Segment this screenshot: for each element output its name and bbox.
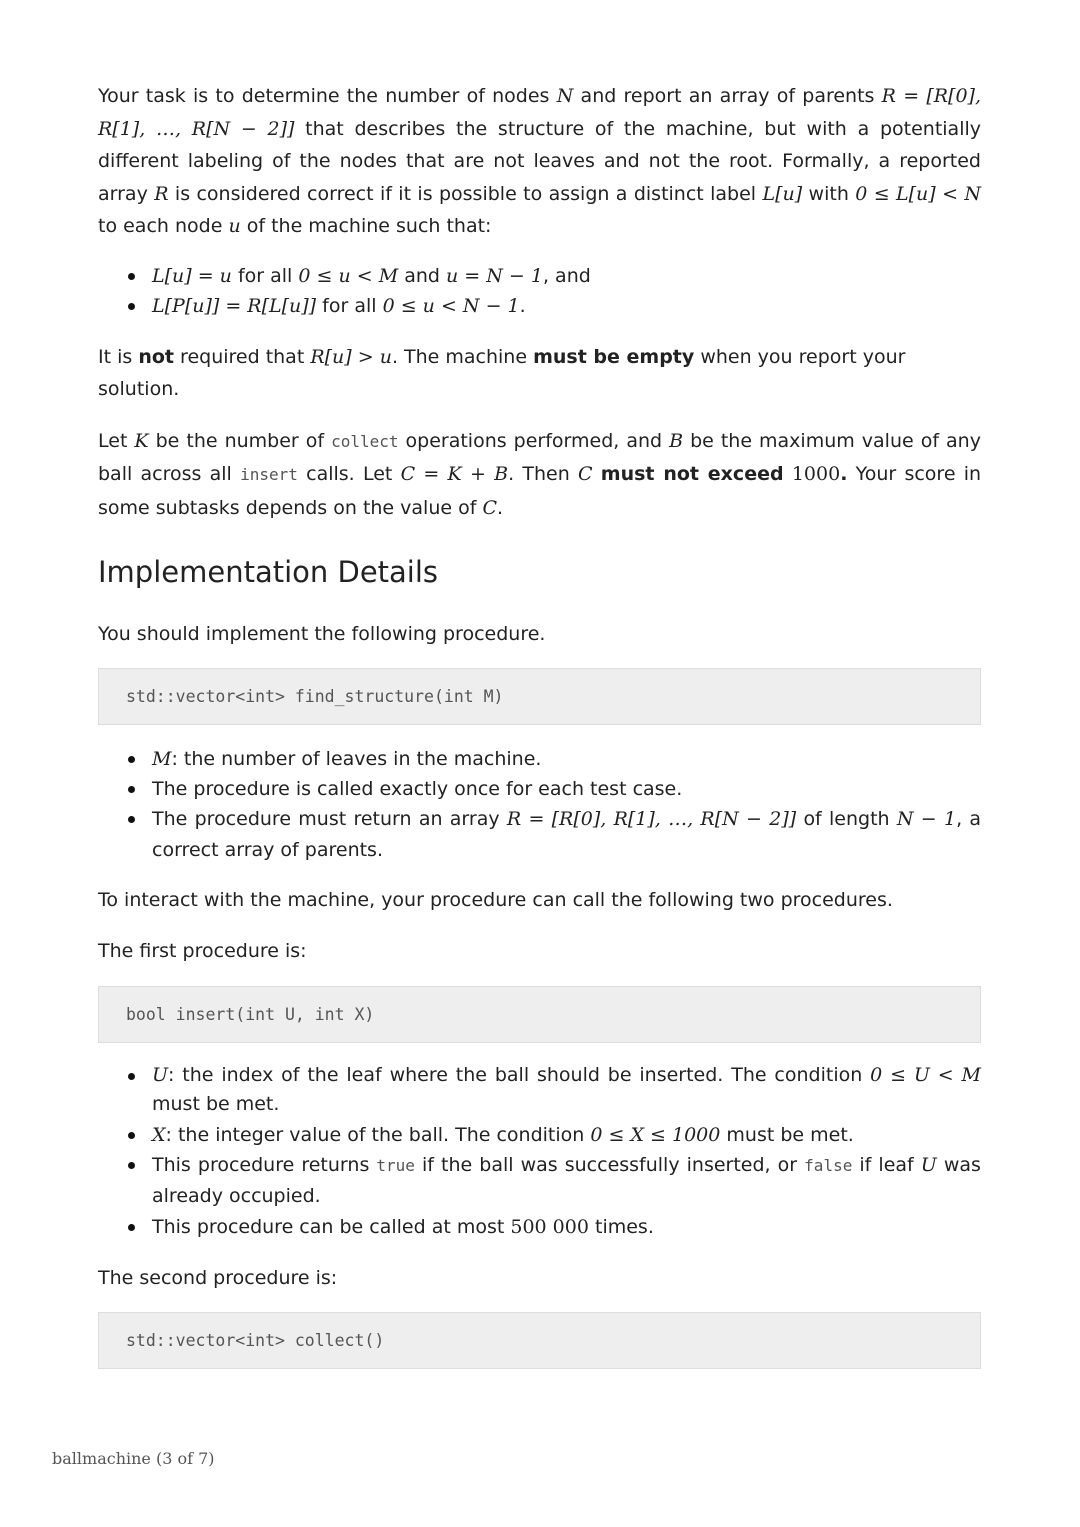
expr-L-u: L[u] bbox=[762, 182, 803, 205]
implementation-heading: Implementation Details bbox=[98, 555, 439, 589]
var-C: C bbox=[482, 496, 498, 519]
intro-text-4: is considered correct if it is possible to assign a distinct label bbox=[174, 182, 757, 205]
note-bold: must be empty bbox=[533, 345, 695, 368]
bullet-text: : the integer value of the ball. The condition bbox=[165, 1123, 585, 1146]
second-procedure-label: The second procedure is: bbox=[98, 1266, 338, 1289]
note-expr: R[u] > u bbox=[310, 345, 392, 368]
expr-label-range: 0 ≤ L[u] < N bbox=[855, 182, 982, 205]
code-block-collect: std::vector<int> collect() bbox=[98, 1312, 981, 1369]
score-bold: must not exceed bbox=[600, 463, 784, 485]
score-text: operations performed, and bbox=[405, 429, 663, 452]
condition-text: for all bbox=[322, 294, 377, 317]
condition-expr: L[u] = u bbox=[152, 264, 232, 287]
bullet-text: was already occupied. bbox=[152, 1153, 981, 1207]
interact-paragraph: To interact with the machine, your procedure can call the following two procedures. bbox=[98, 888, 893, 911]
intro-text-2: and report an array of parents bbox=[580, 85, 875, 107]
score-bold: . bbox=[840, 463, 848, 485]
condition-item bbox=[98, 291, 981, 321]
score-limit: 1000 bbox=[791, 463, 841, 485]
statement-page bbox=[98, 78, 981, 1369]
score-text: be the maximum value of any ball across all bbox=[98, 429, 981, 485]
bullet-text: : the number of leaves in the machine. bbox=[171, 747, 542, 770]
intro-text-7: of the machine such that: bbox=[246, 215, 492, 237]
condition-expr: u = N − 1 bbox=[446, 264, 543, 287]
note-text: It is bbox=[98, 345, 133, 368]
condition-expr: 0 ≤ u < M bbox=[298, 264, 399, 287]
note-text: required that bbox=[180, 345, 305, 368]
intro-paragraph bbox=[98, 80, 981, 243]
var-C: C bbox=[578, 463, 593, 485]
bullet-item bbox=[98, 1150, 981, 1212]
condition-expr: L[P[u]] = R[L[u]] bbox=[152, 294, 317, 317]
intro-text-6: to each node bbox=[98, 215, 223, 237]
var-X: X bbox=[152, 1123, 166, 1146]
condition-text: for all bbox=[237, 264, 293, 287]
bullet-text: The procedure must return an array bbox=[152, 807, 500, 830]
var-u: u bbox=[228, 215, 241, 237]
condition-text: and bbox=[404, 264, 440, 287]
var-U: U bbox=[152, 1063, 169, 1086]
expr-C: C = K + B bbox=[400, 463, 509, 485]
bullet-text: times. bbox=[595, 1215, 654, 1238]
score-paragraph bbox=[98, 425, 981, 526]
bullet-item bbox=[98, 1120, 981, 1150]
var-K: K bbox=[134, 429, 149, 452]
bullet-text: , a correct array of parents. bbox=[152, 807, 982, 861]
first-procedure-label: The first procedure is: bbox=[98, 940, 307, 962]
inline-code-insert: insert bbox=[240, 465, 298, 484]
expr-X-range: 0 ≤ X ≤ 1000 bbox=[590, 1123, 721, 1146]
expr-R-array: R = [R[0], R[1], …, R[N − 2]] bbox=[98, 85, 982, 140]
intro-text-5: with bbox=[808, 182, 849, 205]
score-text: Your score in some subtasks depends on the value of bbox=[98, 463, 982, 519]
code-block-find-structure: std::vector<int> find_structure(int M) bbox=[98, 668, 981, 725]
score-text: . bbox=[497, 496, 504, 519]
bullet-text: This procedure returns bbox=[152, 1153, 370, 1176]
condition-item bbox=[98, 261, 981, 291]
intro-text-1: Your task is to determine the number of nodes bbox=[98, 85, 550, 107]
note-text: . The machine bbox=[391, 345, 528, 368]
condition-text: , and bbox=[542, 264, 591, 287]
page-footer: ballmachine (3 of 7) bbox=[52, 1449, 215, 1468]
bullet-text: if the ball was successfully inserted, or bbox=[422, 1153, 798, 1176]
var-N: N bbox=[556, 85, 574, 107]
conditions-list bbox=[98, 261, 981, 321]
condition-text: . bbox=[519, 294, 526, 317]
call-limit: 500 000 bbox=[510, 1215, 589, 1238]
score-text: Let bbox=[98, 429, 128, 452]
bullet-item bbox=[98, 804, 981, 866]
intro-text-3: that describes the structure of the machine, but with a potentially different labeling of the nodes that are not leaves and not the root. Formally, a reported array bbox=[98, 117, 981, 205]
note-paragraph bbox=[98, 341, 981, 406]
bullet-text: The procedure is called exactly once for each test case. bbox=[152, 777, 683, 800]
note-bold: not bbox=[138, 345, 174, 368]
inline-code-collect: collect bbox=[331, 431, 399, 451]
var-R: R bbox=[154, 182, 169, 205]
find-structure-bullets bbox=[98, 744, 981, 866]
expr-R-array: R = [R[0], R[1], …, R[N − 2]] bbox=[506, 807, 797, 830]
bullet-item bbox=[98, 1061, 981, 1120]
expr-length: N − 1 bbox=[896, 807, 957, 830]
inline-code-false: false bbox=[804, 1155, 853, 1175]
inline-code-true: true bbox=[376, 1155, 415, 1175]
var-M: M bbox=[152, 747, 172, 770]
bullet-item bbox=[98, 774, 981, 804]
condition-expr: 0 ≤ u < N − 1 bbox=[382, 294, 520, 317]
note-text: when you report your solution. bbox=[98, 345, 906, 400]
bullet-item bbox=[98, 1212, 981, 1242]
score-text: . Then bbox=[508, 463, 570, 485]
var-B: B bbox=[669, 429, 684, 452]
implement-intro: You should implement the following procedure. bbox=[98, 623, 546, 645]
bullet-text: must be met. bbox=[726, 1123, 854, 1146]
bullet-text: must be met. bbox=[152, 1093, 280, 1115]
bullet-text: : the index of the leaf where the ball should be inserted. The condition bbox=[168, 1063, 863, 1086]
score-text: be the number of bbox=[155, 429, 325, 452]
expr-U-range: 0 ≤ U < M bbox=[870, 1063, 981, 1086]
var-U: U bbox=[920, 1153, 937, 1176]
score-text: calls. Let bbox=[306, 463, 393, 485]
insert-bullets bbox=[98, 1061, 981, 1242]
code-block-insert: bool insert(int U, int X) bbox=[98, 986, 981, 1043]
bullet-item bbox=[98, 744, 981, 774]
bullet-text: if leaf bbox=[859, 1153, 914, 1176]
bullet-text: of length bbox=[803, 807, 890, 830]
bullet-text: This procedure can be called at most bbox=[152, 1215, 505, 1238]
